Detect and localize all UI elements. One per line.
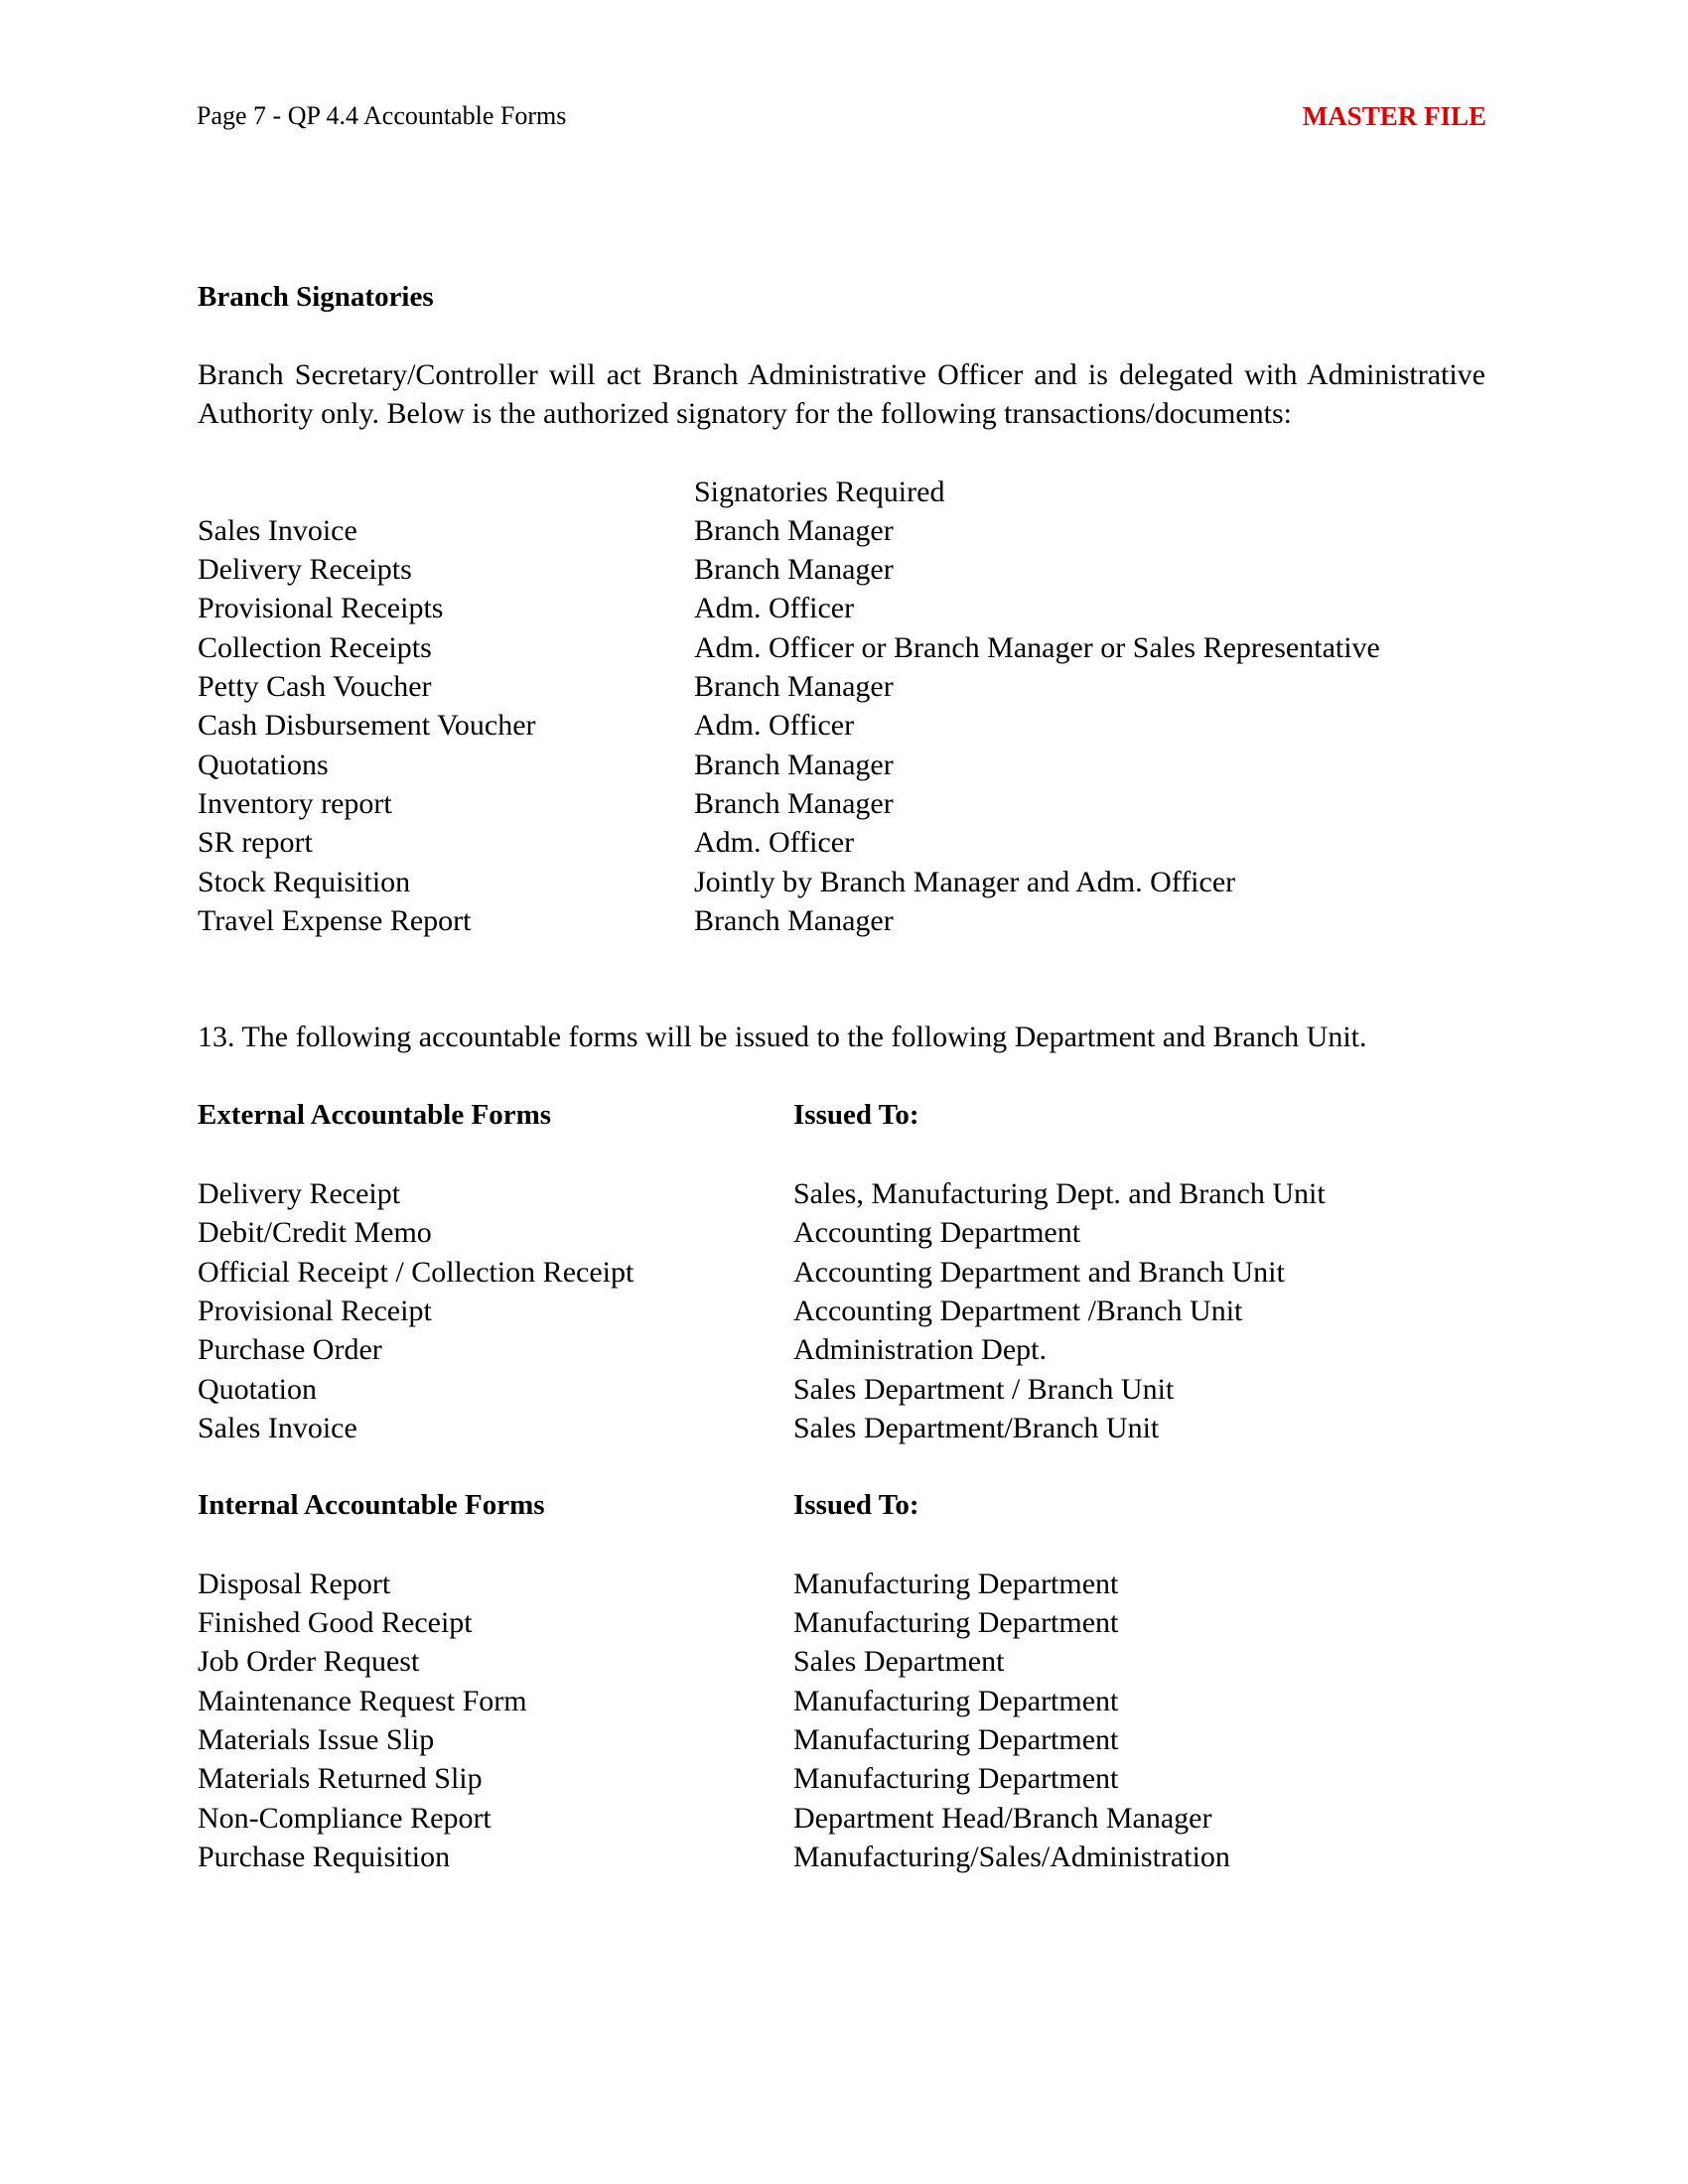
external-form-row-value: Accounting Department /Branch Unit: [793, 1294, 1243, 1327]
external-form-row: [198, 1253, 1485, 1292]
signatory-row-name: Stock Requisition: [198, 865, 411, 898]
internal-header-row: [198, 1486, 1485, 1525]
signatory-row-name: Quotations: [198, 748, 329, 781]
page-header: Page 7 - QP 4.4 Accountable Forms: [197, 101, 567, 130]
signatory-row-value: Branch Manager: [694, 786, 894, 820]
external-form-row-name: Debit/Credit Memo: [198, 1216, 432, 1250]
signatory-row: [198, 823, 1485, 862]
external-form-row: [198, 1213, 1485, 1252]
signatory-row: [198, 589, 1485, 627]
item-13: 13. The following accountable forms will be issued to the following Department and Branch Unit.: [198, 1021, 1367, 1054]
external-header-row: [198, 1096, 1485, 1135]
external-form-row-name: Provisional Receipt: [198, 1294, 432, 1327]
internal-form-row-value: Manufacturing Department: [793, 1722, 1119, 1756]
internal-form-row: [198, 1838, 1485, 1876]
signatory-row-name: Collection Receipts: [198, 630, 432, 664]
internal-forms-header: Internal Accountable Forms: [198, 1489, 545, 1522]
signatory-row-name: Inventory report: [198, 786, 392, 820]
signatory-row: [198, 746, 1485, 784]
signatory-row: [198, 901, 1485, 940]
external-form-row-value: Accounting Department and Branch Unit: [793, 1255, 1285, 1289]
signatory-row-name: Sales Invoice: [198, 513, 357, 547]
signatory-row-name: Travel Expense Report: [198, 903, 472, 937]
signatory-row-value: Branch Manager: [694, 748, 894, 781]
signatory-row-name: SR report: [198, 826, 313, 860]
signatory-row-value: Adm. Officer or Branch Manager or Sales Representative: [694, 630, 1380, 664]
internal-forms-table: [198, 1486, 1485, 1876]
signatory-row-value: Jointly by Branch Manager and Adm. Officer: [694, 865, 1236, 898]
external-form-row: [198, 1370, 1485, 1409]
internal-form-row: [198, 1603, 1485, 1642]
external-form-row-value: Administration Dept.: [793, 1333, 1047, 1367]
internal-form-row-name: Materials Issue Slip: [198, 1722, 435, 1756]
signatories-column-header: Signatories Required: [694, 475, 945, 508]
internal-form-row-name: Finished Good Receipt: [198, 1606, 473, 1640]
signatory-row-value: Branch Manager: [694, 903, 894, 937]
signatory-row: [198, 550, 1485, 589]
internal-form-row-name: Disposal Report: [198, 1567, 391, 1600]
internal-form-row: [198, 1642, 1485, 1681]
external-form-row-name: Official Receipt / Collection Receipt: [198, 1255, 634, 1289]
internal-form-row-value: Manufacturing Department: [793, 1606, 1119, 1640]
master-file-label: MASTER FILE: [1302, 101, 1486, 131]
internal-form-row: [198, 1682, 1485, 1720]
internal-form-row-name: Materials Returned Slip: [198, 1762, 483, 1796]
internal-form-row-value: Department Head/Branch Manager: [793, 1801, 1212, 1835]
internal-form-row: [198, 1759, 1485, 1798]
internal-form-row-value: Sales Department: [793, 1645, 1005, 1679]
internal-form-row: [198, 1720, 1485, 1759]
signatory-row: [198, 784, 1485, 823]
internal-issued-header: Issued To:: [793, 1489, 919, 1522]
external-form-row: [198, 1409, 1485, 1447]
external-form-row-value: Sales Department/Branch Unit: [793, 1411, 1160, 1444]
signatory-row-name: Delivery Receipts: [198, 553, 412, 587]
signatory-row: [198, 628, 1485, 667]
external-form-row-name: Delivery Receipt: [198, 1177, 401, 1211]
signatory-row: [198, 863, 1485, 901]
intro-paragraph: Branch Secretary/Controller will act Branch Administrative Officer and is delegated with Administrative Authority only. Below is the authorized signatory for the following transactions/documents:: [198, 358, 1485, 431]
external-form-row-value: Accounting Department: [793, 1216, 1081, 1250]
external-forms-table: [198, 1096, 1485, 1447]
external-form-row-value: Sales, Manufacturing Dept. and Branch Unit: [793, 1177, 1326, 1211]
external-issued-header: Issued To:: [793, 1099, 919, 1132]
internal-form-row-value: Manufacturing/Sales/Administration: [793, 1840, 1230, 1873]
external-form-row-name: Purchase Order: [198, 1333, 382, 1367]
page-content: [198, 278, 1485, 1876]
signatory-row: [198, 667, 1485, 706]
signatory-row-name: Cash Disbursement Voucher: [198, 709, 536, 743]
external-forms-header: External Accountable Forms: [198, 1099, 552, 1132]
external-form-row: [198, 1330, 1485, 1369]
external-form-row: [198, 1292, 1485, 1330]
external-form-row: [198, 1174, 1485, 1213]
signatory-row-value: Adm. Officer: [694, 592, 855, 625]
internal-form-row: [198, 1565, 1485, 1603]
internal-form-row-value: Manufacturing Department: [793, 1567, 1119, 1600]
external-form-row-value: Sales Department / Branch Unit: [793, 1372, 1175, 1406]
signatory-row-value: Branch Manager: [694, 670, 894, 704]
external-form-row-name: Sales Invoice: [198, 1411, 357, 1444]
signatories-table: [198, 473, 1485, 941]
internal-form-row-name: Maintenance Request Form: [198, 1684, 527, 1717]
internal-form-row: [198, 1799, 1485, 1838]
external-form-row-name: Quotation: [198, 1372, 317, 1406]
internal-form-row-value: Manufacturing Department: [793, 1762, 1119, 1796]
signatory-row-value: Branch Manager: [694, 513, 894, 547]
signatory-row-name: Provisional Receipts: [198, 592, 444, 625]
internal-form-row-name: Purchase Requisition: [198, 1840, 451, 1873]
signatory-row: [198, 511, 1485, 550]
section-title: Branch Signatories: [198, 281, 434, 313]
internal-form-row-name: Non-Compliance Report: [198, 1801, 492, 1835]
signatories-header-row: [198, 473, 1485, 511]
signatory-row: [198, 706, 1485, 745]
signatory-row-value: Adm. Officer: [694, 826, 855, 860]
internal-form-row-value: Manufacturing Department: [793, 1684, 1119, 1717]
signatory-row-name: Petty Cash Voucher: [198, 670, 432, 704]
signatory-row-value: Branch Manager: [694, 553, 894, 587]
signatory-row-value: Adm. Officer: [694, 709, 855, 743]
internal-form-row-name: Job Order Request: [198, 1645, 420, 1679]
